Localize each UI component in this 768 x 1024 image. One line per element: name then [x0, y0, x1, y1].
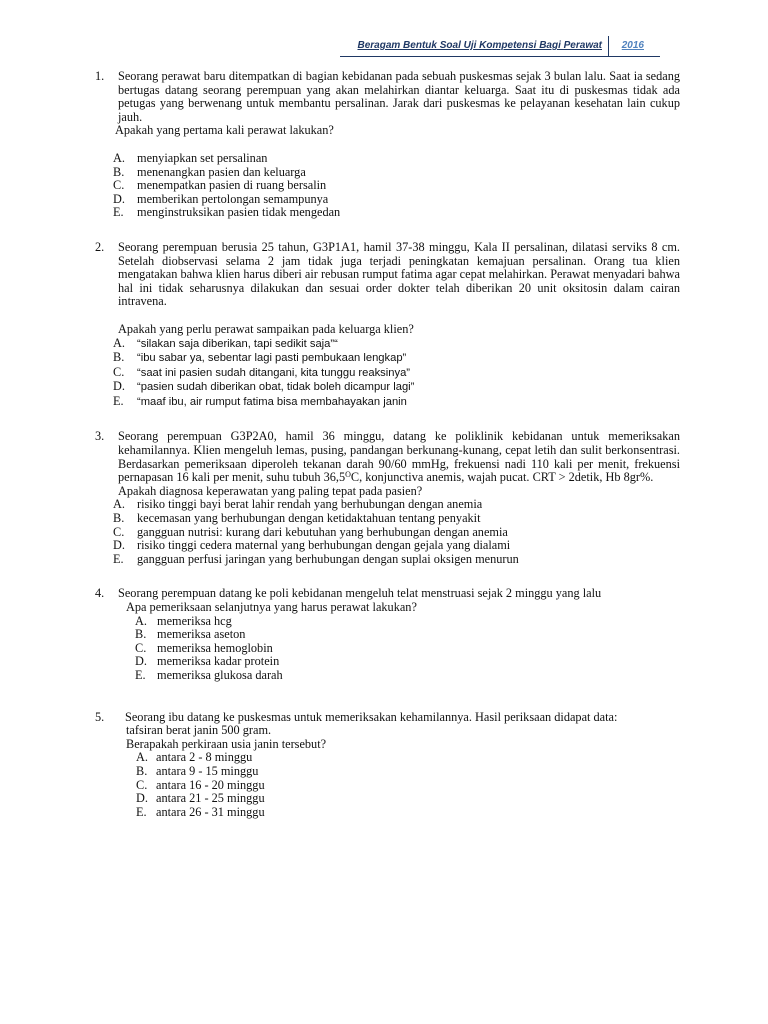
question-stem: Seorang perawat baru ditempatkan di bagian kebidanan pada sebuah puskesmas sejak 3 bulan lalu. Saat ia sedang bertugas datang seorang perempuan yang akan melahirkan diantar keluarga. Saat itu di puskesmas tidak ada petugas yang berwenang untuk membantu persalinan. Jarak dari puskesmas ke pelayanan kesehatan lain cukup jauh.: [118, 69, 680, 124]
option-list: [95, 615, 680, 683]
option-e: E. menginstruksikan pasien tidak mengedan: [113, 205, 341, 220]
option-d: D. “pasien sudah diberikan obat, tidak boleh dicampur lagi”: [113, 379, 415, 394]
option-list: [95, 498, 680, 566]
option-a: A. antara 2 - 8 minggu: [136, 750, 253, 765]
question-number: 4.: [95, 586, 105, 601]
option-b: B. antara 9 - 15 minggu: [136, 763, 259, 778]
header-year: 2016: [621, 40, 644, 51]
question-prompt: Apa pemeriksaan selanjutnya yang harus perawat lakukan?: [126, 600, 417, 614]
option-d: D. memberikan pertolongan semampunya: [113, 191, 329, 206]
option-list: [95, 751, 680, 819]
header-rule: [340, 56, 660, 57]
question-number: 1.: [95, 69, 105, 83]
question-2: [95, 241, 680, 410]
option-a: A. “silakan saja diberikan, tapi sedikit saja”“: [113, 335, 338, 350]
page-header: [340, 36, 660, 56]
option-d: D. risiko tinggi cedera maternal yang berhubungan dengan gejala yang dialami: [113, 538, 511, 553]
question-stem: Seorang perempuan datang ke poli kebidanan mengeluh telat menstruasi sejak 2 minggu yang lalu: [118, 586, 602, 601]
option-b: B. menenangkan pasien dan keluarga: [113, 164, 306, 179]
option-a: A. menyiapkan set persalinan: [113, 150, 268, 165]
question-number: 3.: [95, 429, 105, 444]
question-number: 5.: [95, 709, 105, 724]
question-4: [95, 587, 680, 682]
question-prompt: Berapakah perkiraan usia janin tersebut?: [126, 736, 327, 751]
option-d: D. antara 21 - 25 minggu: [136, 791, 265, 806]
option-b: B. memeriksa aseton: [135, 627, 246, 642]
question-data: tafsiran berat janin 500 gram.: [126, 723, 272, 738]
header-separator: [608, 36, 609, 56]
option-c: C. memeriksa hemoglobin: [135, 640, 273, 655]
question-stem: Seorang perempuan G3P2A0, hamil 36 minggu, datang ke poliklinik kebidanan untuk memeriksakan kehamilannya. Klien mengeluh lemas, pusing, pandangan berkunang-kunang, cepat letih dan sulit berkonsentrasi. Berdasarkan pemeriksaan diperoleh tekanan darah 90/60 mmHg, frekuensi nadi 110 kali per menit, frekuensi pernapasan 16 kali per menit, suhu tubuh $36,5^OC$, konjunctiva anemis, wajah pucat. CRT > 2detik, Hb 8gr%.: [118, 429, 680, 485]
question-prompt: Apakah yang perlu perawat sampaikan pada keluarga klien?: [118, 321, 414, 336]
question-prompt: Apakah yang pertama kali perawat lakukan?: [115, 123, 334, 138]
question-number: 2.: [95, 239, 105, 254]
question-stem: Seorang perempuan berusia 25 tahun, G3P1A1, hamil 37-38 minggu, Kala II persalinan, dilatasi serviks 8 cm. Setelah diobservasi selama 2 jam tidak juga terjadi peningkatan kemajuan persalinan. Orang tua klien mengatakan bahwa klien harus diberi air rebusan rumput fatima agar cepat melahirkan. Perawat menyadari bahwa hal ini tidak seharusnya dilakukan dan sesuai order dokter telah diberikan 20 unit oksitosin dalam cairan intravena.: [118, 239, 680, 309]
option-e: E. gangguan perfusi jaringan yang berhubungan dengan suplai oksigen menurun: [113, 551, 519, 566]
question-prompt: Apakah diagnosa keperawatan yang paling tepat pada pasien?: [118, 483, 423, 498]
option-b: B. kecemasan yang berhubungan dengan ketidaktahuan tentang penyakit: [113, 511, 481, 526]
header-title: Beragam Bentuk Soal Uji Kompetensi Bagi Perawat: [357, 40, 602, 51]
question-list: [95, 70, 680, 819]
option-c: C. antara 16 - 20 minggu: [136, 777, 265, 792]
question-3: [95, 430, 680, 566]
option-c: C. menempatkan pasien di ruang bersalin: [113, 178, 327, 193]
option-a: A. memeriksa hcg: [135, 613, 232, 628]
option-e: E. memeriksa glukosa darah: [135, 667, 283, 682]
question-stem: Seorang ibu datang ke puskesmas untuk memeriksakan kehamilannya. Hasil periksaan didapat data:: [125, 709, 618, 724]
option-list: [95, 152, 680, 220]
option-b: B. “ibu sabar ya, sebentar lagi pasti pembukaan lengkap”: [113, 350, 407, 365]
option-e: E. “maaf ibu, air rumput fatima bisa membahayakan janin: [113, 393, 407, 408]
question-1: [95, 70, 680, 220]
option-d: D. memeriksa kadar protein: [135, 654, 280, 669]
option-a: A. risiko tinggi bayi berat lahir rendah yang berhubungan dengan anemia: [113, 497, 483, 512]
option-e: E. antara 26 - 31 minggu: [136, 804, 265, 819]
question-5: [95, 711, 680, 820]
option-c: C. gangguan nutrisi: kurang dari kebutuhan yang berhubungan dengan anemia: [113, 524, 508, 539]
option-c: C. “saat ini pasien sudah ditangani, kita tunggu reaksinya”: [113, 364, 411, 379]
option-list: [95, 337, 680, 410]
